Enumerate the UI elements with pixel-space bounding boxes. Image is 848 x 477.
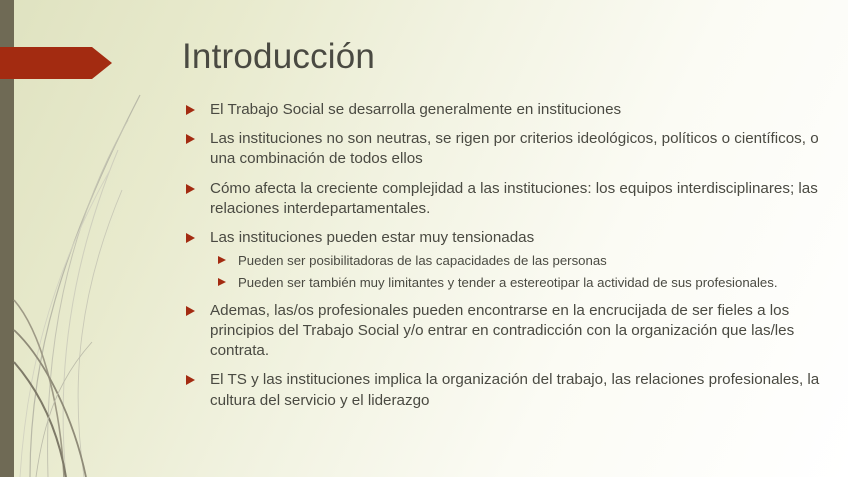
sub-bullet-arrow-icon: [218, 256, 226, 264]
bullet-item: [180, 370, 820, 410]
bullet-arrow-icon: [186, 375, 195, 385]
bullet-arrow-icon: [186, 134, 195, 144]
bullet-item: [180, 301, 820, 362]
bullet-item: [180, 129, 820, 169]
bullet-item: [180, 228, 820, 292]
bullet-text: Las instituciones no son neutras, se rigen por criterios ideológicos, políticos o científicos, o una combinación de todos ellos: [210, 130, 819, 168]
bullet-text: Ademas, las/os profesionales pueden encontrarse en la encrucijada de ser fieles a los principios del Trabajo Social y/o entrar en contradicción con la organización que las/les contrata.: [210, 301, 795, 360]
slide-body: [180, 100, 820, 420]
sub-bullet-container: [210, 252, 820, 291]
bullet-item: [180, 100, 820, 120]
bullet-text: Las instituciones pueden estar muy tensionadas: [210, 229, 535, 247]
bullet-arrow-icon: [186, 105, 195, 115]
sub-bullet-arrow-icon: [218, 278, 226, 286]
bullet-text: Cómo afecta la creciente complejidad a las instituciones: los equipos interdisciplinares; las relaciones interdepartamentales.: [210, 179, 818, 217]
bullet-arrow-icon: [186, 306, 195, 316]
bullet-text: El Trabajo Social se desarrolla generalmente en instituciones: [210, 101, 622, 118]
slide-title: Introducción: [182, 37, 376, 76]
sub-bullet-text: Pueden ser posibilitadoras de las capacidades de las personas: [238, 253, 607, 269]
bullet-list: [180, 100, 820, 411]
bullet-arrow-icon: [186, 233, 195, 243]
bullet-text: El TS y las instituciones implica la organización del trabajo, las relaciones profesionales, la cultura del servicio y el liderazgo: [210, 371, 820, 409]
bullet-arrow-icon: [186, 184, 195, 194]
sub-bullet-item: [210, 274, 820, 291]
arrow-banner-graphic: [0, 47, 112, 79]
sub-bullet-text: Pueden ser también muy limitantes y tender a estereotipar la actividad de sus profesionales.: [238, 275, 778, 291]
sub-bullet-item: [210, 252, 820, 269]
bullet-item: [180, 179, 820, 219]
sub-bullet-list: [210, 252, 820, 291]
